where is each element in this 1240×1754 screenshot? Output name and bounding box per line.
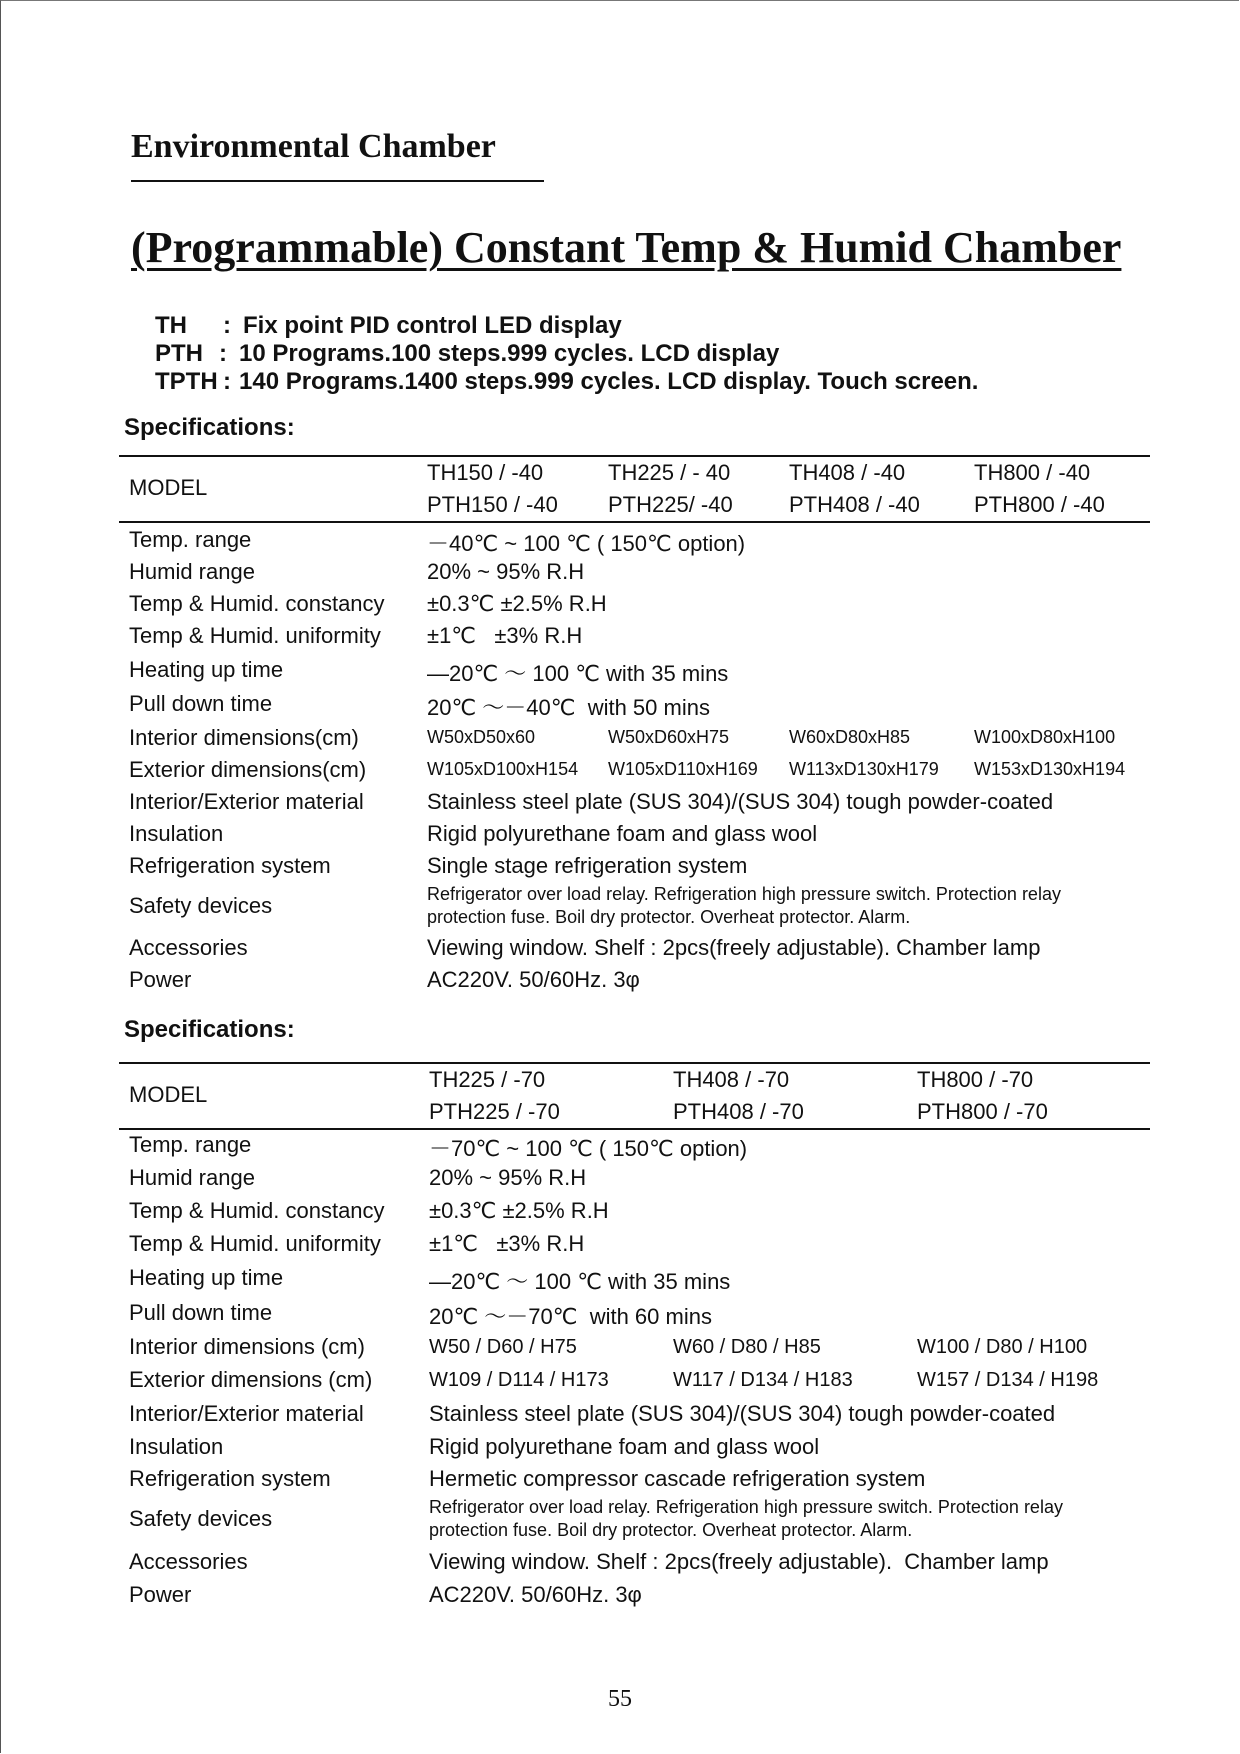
model-line-th <box>155 312 978 340</box>
spec-label: Temp & Humid. constancy <box>129 1198 385 1223</box>
model-column <box>974 457 1105 521</box>
spec-label: Pull down time <box>129 1300 273 1325</box>
dimension-value: W109 / D114 / H173 <box>429 1369 609 1391</box>
model-name: PTH800 / -70 <box>917 1099 1048 1124</box>
dimension-value: W105xD110xH169 <box>608 759 758 779</box>
model-name: TH408 / -40 <box>789 460 906 485</box>
category-underline <box>131 180 544 182</box>
spec-label: Temp & Humid. uniformity <box>129 623 381 648</box>
model-column <box>608 457 733 521</box>
spec-label: Humid range <box>129 1165 255 1190</box>
dimension-value: W60xD80xH85 <box>789 727 911 747</box>
dimension-value: W100xD80xH100 <box>974 727 1116 747</box>
dimension-value: W157 / D134 / H198 <box>917 1369 1099 1391</box>
model-name: TH225 / - 40 <box>608 460 731 485</box>
spec-value: Rigid polyurethane foam and glass wool <box>427 821 818 846</box>
model-name: PTH408 / -40 <box>789 492 920 517</box>
category-heading: Environmental Chamber <box>131 128 496 165</box>
spec-value: Stainless steel plate (SUS 304)/(SUS 304) tough powder-coated <box>427 789 1054 814</box>
spec2-model-header <box>119 1062 1150 1130</box>
spec2-table <box>119 1062 1150 1607</box>
spec-value: 20% ~ 95% R.H <box>429 1165 587 1190</box>
model-line-tpth <box>155 368 978 396</box>
model-column <box>917 1064 1048 1128</box>
dimension-value: W117 / D134 / H183 <box>673 1369 853 1391</box>
model-name: TH225 / -70 <box>429 1067 546 1092</box>
spec-label: Interior dimensions (cm) <box>129 1334 365 1359</box>
model-name: TH800 / -40 <box>974 460 1091 485</box>
spec-label: Accessories <box>129 935 248 960</box>
model-column <box>427 457 558 521</box>
spec2-heading: Specifications: <box>124 1016 295 1043</box>
model-name: PTH800 / -40 <box>974 492 1105 517</box>
model-column <box>673 1064 804 1128</box>
page-number: 55 <box>608 1686 632 1712</box>
dimension-value: W50xD60xH75 <box>608 727 730 747</box>
spec-label: Power <box>129 967 192 992</box>
spec-value: ±1℃ ±3% R.H <box>427 623 583 648</box>
spec-label: Heating up time <box>129 1265 284 1290</box>
spec-value: Single stage refrigeration system <box>427 853 748 878</box>
spec-label: Power <box>129 1582 192 1607</box>
model-column <box>789 457 920 521</box>
spec-label: Exterior dimensions(cm) <box>129 757 367 782</box>
dimension-value: W100 / D80 / H100 <box>917 1336 1088 1358</box>
spec-value: —20℃ ～ 100 ℃ with 35 mins <box>429 1269 731 1294</box>
spec1-heading: Specifications: <box>124 414 295 441</box>
spec-value: 20℃ ～－40℃ with 50 mins <box>427 695 710 720</box>
model-description: Fix point PID control LED display <box>243 312 622 339</box>
page-title: (Programmable) Constant Temp & Humid Chamber <box>131 223 1122 272</box>
model-code: TPTH <box>155 368 218 395</box>
spec-value: AC220V. 50/60Hz. 3φ <box>429 1582 642 1607</box>
dimension-value: W153xD130xH194 <box>974 759 1126 779</box>
dimension-value: W105xD100xH154 <box>427 759 579 779</box>
spec-value: Rigid polyurethane foam and glass wool <box>429 1434 820 1459</box>
spec-label: Temp. range <box>129 1132 252 1157</box>
spec-value: －70℃ ~ 100 ℃ ( 150℃ option) <box>429 1136 748 1161</box>
spec1-model-header <box>119 455 1150 523</box>
spec-value: ±0.3℃ ±2.5% R.H <box>427 591 607 616</box>
spec-label: Pull down time <box>129 691 273 716</box>
model-column <box>429 1064 560 1128</box>
spec-label: Safety devices <box>129 1506 273 1531</box>
model-legend <box>155 312 978 396</box>
spec-value: Viewing window. Shelf : 2pcs(freely adjustable). Chamber lamp <box>429 1549 1049 1574</box>
spec-value: AC220V. 50/60Hz. 3φ <box>427 967 640 992</box>
spec-value: Hermetic compressor cascade refrigeration system <box>429 1466 926 1491</box>
spec-label: Refrigeration system <box>129 853 331 878</box>
model-name: PTH150 / -40 <box>427 492 558 517</box>
spec-label: Safety devices <box>129 893 273 918</box>
spec-value: ±1℃ ±3% R.H <box>429 1231 585 1256</box>
model-name: TH150 / -40 <box>427 460 544 485</box>
spec-label: Interior/Exterior material <box>129 789 364 814</box>
model-name: PTH408 / -70 <box>673 1099 804 1124</box>
spec-label: Exterior dimensions (cm) <box>129 1367 373 1392</box>
spec-label: Refrigeration system <box>129 1466 331 1491</box>
model-name: TH408 / -70 <box>673 1067 790 1092</box>
model-code: TH <box>155 312 187 339</box>
spec-label: Insulation <box>129 1434 224 1459</box>
spec-label: Humid range <box>129 559 255 584</box>
spec-label: Accessories <box>129 1549 248 1574</box>
spec-value: Stainless steel plate (SUS 304)/(SUS 304) tough powder-coated <box>429 1401 1056 1426</box>
spec-label: Interior/Exterior material <box>129 1401 364 1426</box>
model-line-pth <box>155 340 978 368</box>
spec-value: Refrigerator over load relay. Refrigeration high pressure switch. Protection relay protection fuse. Boil dry protector. Overheat protector. Alarm. <box>427 884 1061 927</box>
model-separator: : <box>223 312 231 339</box>
spec-value: Refrigerator over load relay. Refrigeration high pressure switch. Protection relay protection fuse. Boil dry protector. Overheat protector. Alarm. <box>429 1497 1063 1540</box>
spec-label: Temp & Humid. uniformity <box>129 1231 381 1256</box>
model-name: TH800 / -70 <box>917 1067 1034 1092</box>
spec-value: ±0.3℃ ±2.5% R.H <box>429 1198 609 1223</box>
spec-label: Interior dimensions(cm) <box>129 725 359 750</box>
dimension-value: W113xD130xH179 <box>789 759 939 779</box>
spec-label: Heating up time <box>129 657 284 682</box>
model-separator: : <box>223 368 231 395</box>
model-description: 10 Programs.100 steps.999 cycles. LCD display <box>239 340 780 367</box>
model-description: 140 Programs.1400 steps.999 cycles. LCD display. Touch screen. <box>239 368 979 395</box>
dimension-value: W50xD50x60 <box>427 727 536 747</box>
spec-label: Temp. range <box>129 527 252 552</box>
model-label: MODEL <box>129 475 208 500</box>
spec1-table <box>119 455 1150 992</box>
spec-value: 20% ~ 95% R.H <box>427 559 585 584</box>
model-code: PTH <box>155 340 203 367</box>
spec-value: Viewing window. Shelf : 2pcs(freely adjustable). Chamber lamp <box>427 935 1041 960</box>
spec-value: —20℃ ～ 100 ℃ with 35 mins <box>427 661 729 686</box>
model-separator: : <box>219 340 227 367</box>
spec-value: －40℃ ~ 100 ℃ ( 150℃ option) <box>427 531 746 556</box>
spec-label: Insulation <box>129 821 224 846</box>
spec-label: Temp & Humid. constancy <box>129 591 385 616</box>
model-label: MODEL <box>129 1082 208 1107</box>
spec-value: 20℃ ～－70℃ with 60 mins <box>429 1304 712 1329</box>
model-name: PTH225 / -70 <box>429 1099 560 1124</box>
model-name: PTH225/ -40 <box>608 492 733 517</box>
dimension-value: W50 / D60 / H75 <box>429 1336 577 1358</box>
dimension-value: W60 / D80 / H85 <box>673 1336 821 1358</box>
